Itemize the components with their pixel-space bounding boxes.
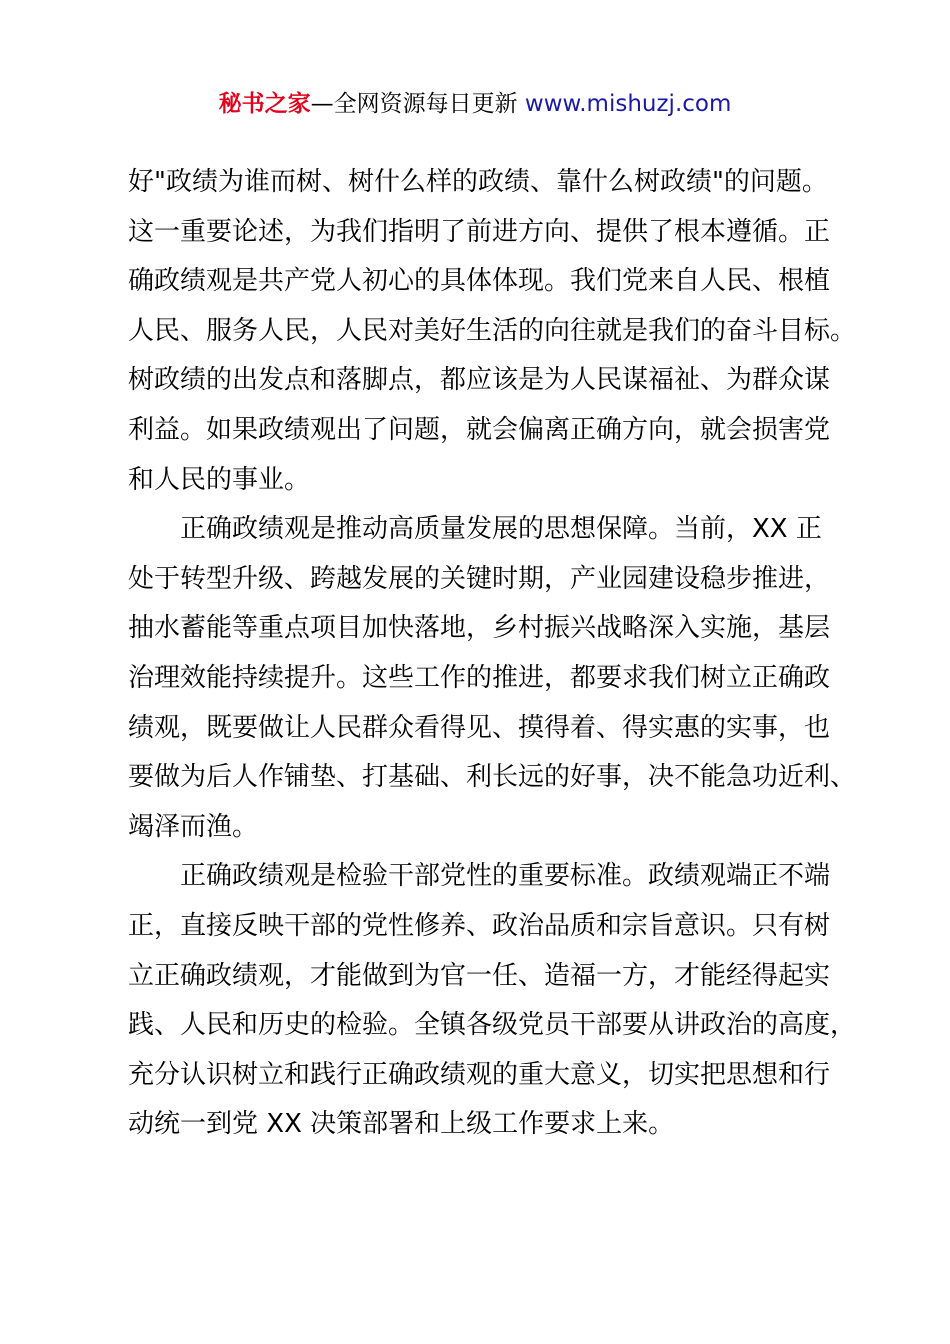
text-line: 要做为后人作铺垫、打基础、利长远的好事，决不能急功近利、 xyxy=(128,762,857,793)
text-line: 立正确政绩观，才能做到为官一任、造福一方，才能经得起实 xyxy=(128,960,831,991)
text-line: 处于转型升级、跨越发展的关键时期，产业园建设稳步推进， xyxy=(128,563,831,594)
paragraph-first-line: 正确政绩观是检验干部党性的重要标准。政绩观端正不端 xyxy=(180,861,831,892)
text-line: 和人民的事业。 xyxy=(128,464,311,495)
text-line: 动统一到党 XX 决策部署和上级工作要求上来。 xyxy=(128,1109,675,1140)
text-line: 确政绩观是共产党人初心的具体体现。我们党来自人民、根植 xyxy=(128,266,831,297)
text-line: 治理效能持续提升。这些工作的推进，都要求我们树立正确政 xyxy=(128,662,831,693)
text-line: 充分认识树立和践行正确政绩观的重大意义，切实把思想和行 xyxy=(128,1059,831,1090)
text-line: 人民、服务人民，人民对美好生活的向往就是我们的奋斗目标。 xyxy=(128,315,857,346)
paragraph-first-line: 正确政绩观是推动高质量发展的思想保障。当前，XX 正 xyxy=(180,514,822,545)
text-line: 树政绩的出发点和落脚点，都应该是为人民谋福祉、为群众谋 xyxy=(128,365,831,396)
text-line: 竭泽而渔。 xyxy=(128,811,259,842)
brand-name: 秘书之家 xyxy=(218,91,311,117)
document-body xyxy=(128,158,857,1150)
text-line: 绩观，既要做让人民群众看得见、摸得着、得实惠的实事，也 xyxy=(128,712,831,743)
header-tagline: —全网资源每日更新 xyxy=(310,91,525,117)
text-line: 正，直接反映干部的党性修养、政治品质和宗旨意识。只有树 xyxy=(128,910,831,941)
text-line: 好"政绩为谁而树、树什么样的政绩、靠什么树政绩"的问题。 xyxy=(128,167,828,197)
text-line: 抽水蓄能等重点项目加快落地，乡村振兴战略深入实施，基层 xyxy=(128,613,831,644)
text-line: 这一重要论述，为我们指明了前进方向、提供了根本遵循。正 xyxy=(128,216,831,247)
page-header xyxy=(0,86,950,122)
website-link[interactable]: www.mishuzj.com xyxy=(524,91,732,117)
text-line: 践、人民和历史的检验。全镇各级党员干部要从讲政治的高度， xyxy=(128,1010,857,1041)
text-line: 利益。如果政绩观出了问题，就会偏离正确方向，就会损害党 xyxy=(128,414,831,445)
